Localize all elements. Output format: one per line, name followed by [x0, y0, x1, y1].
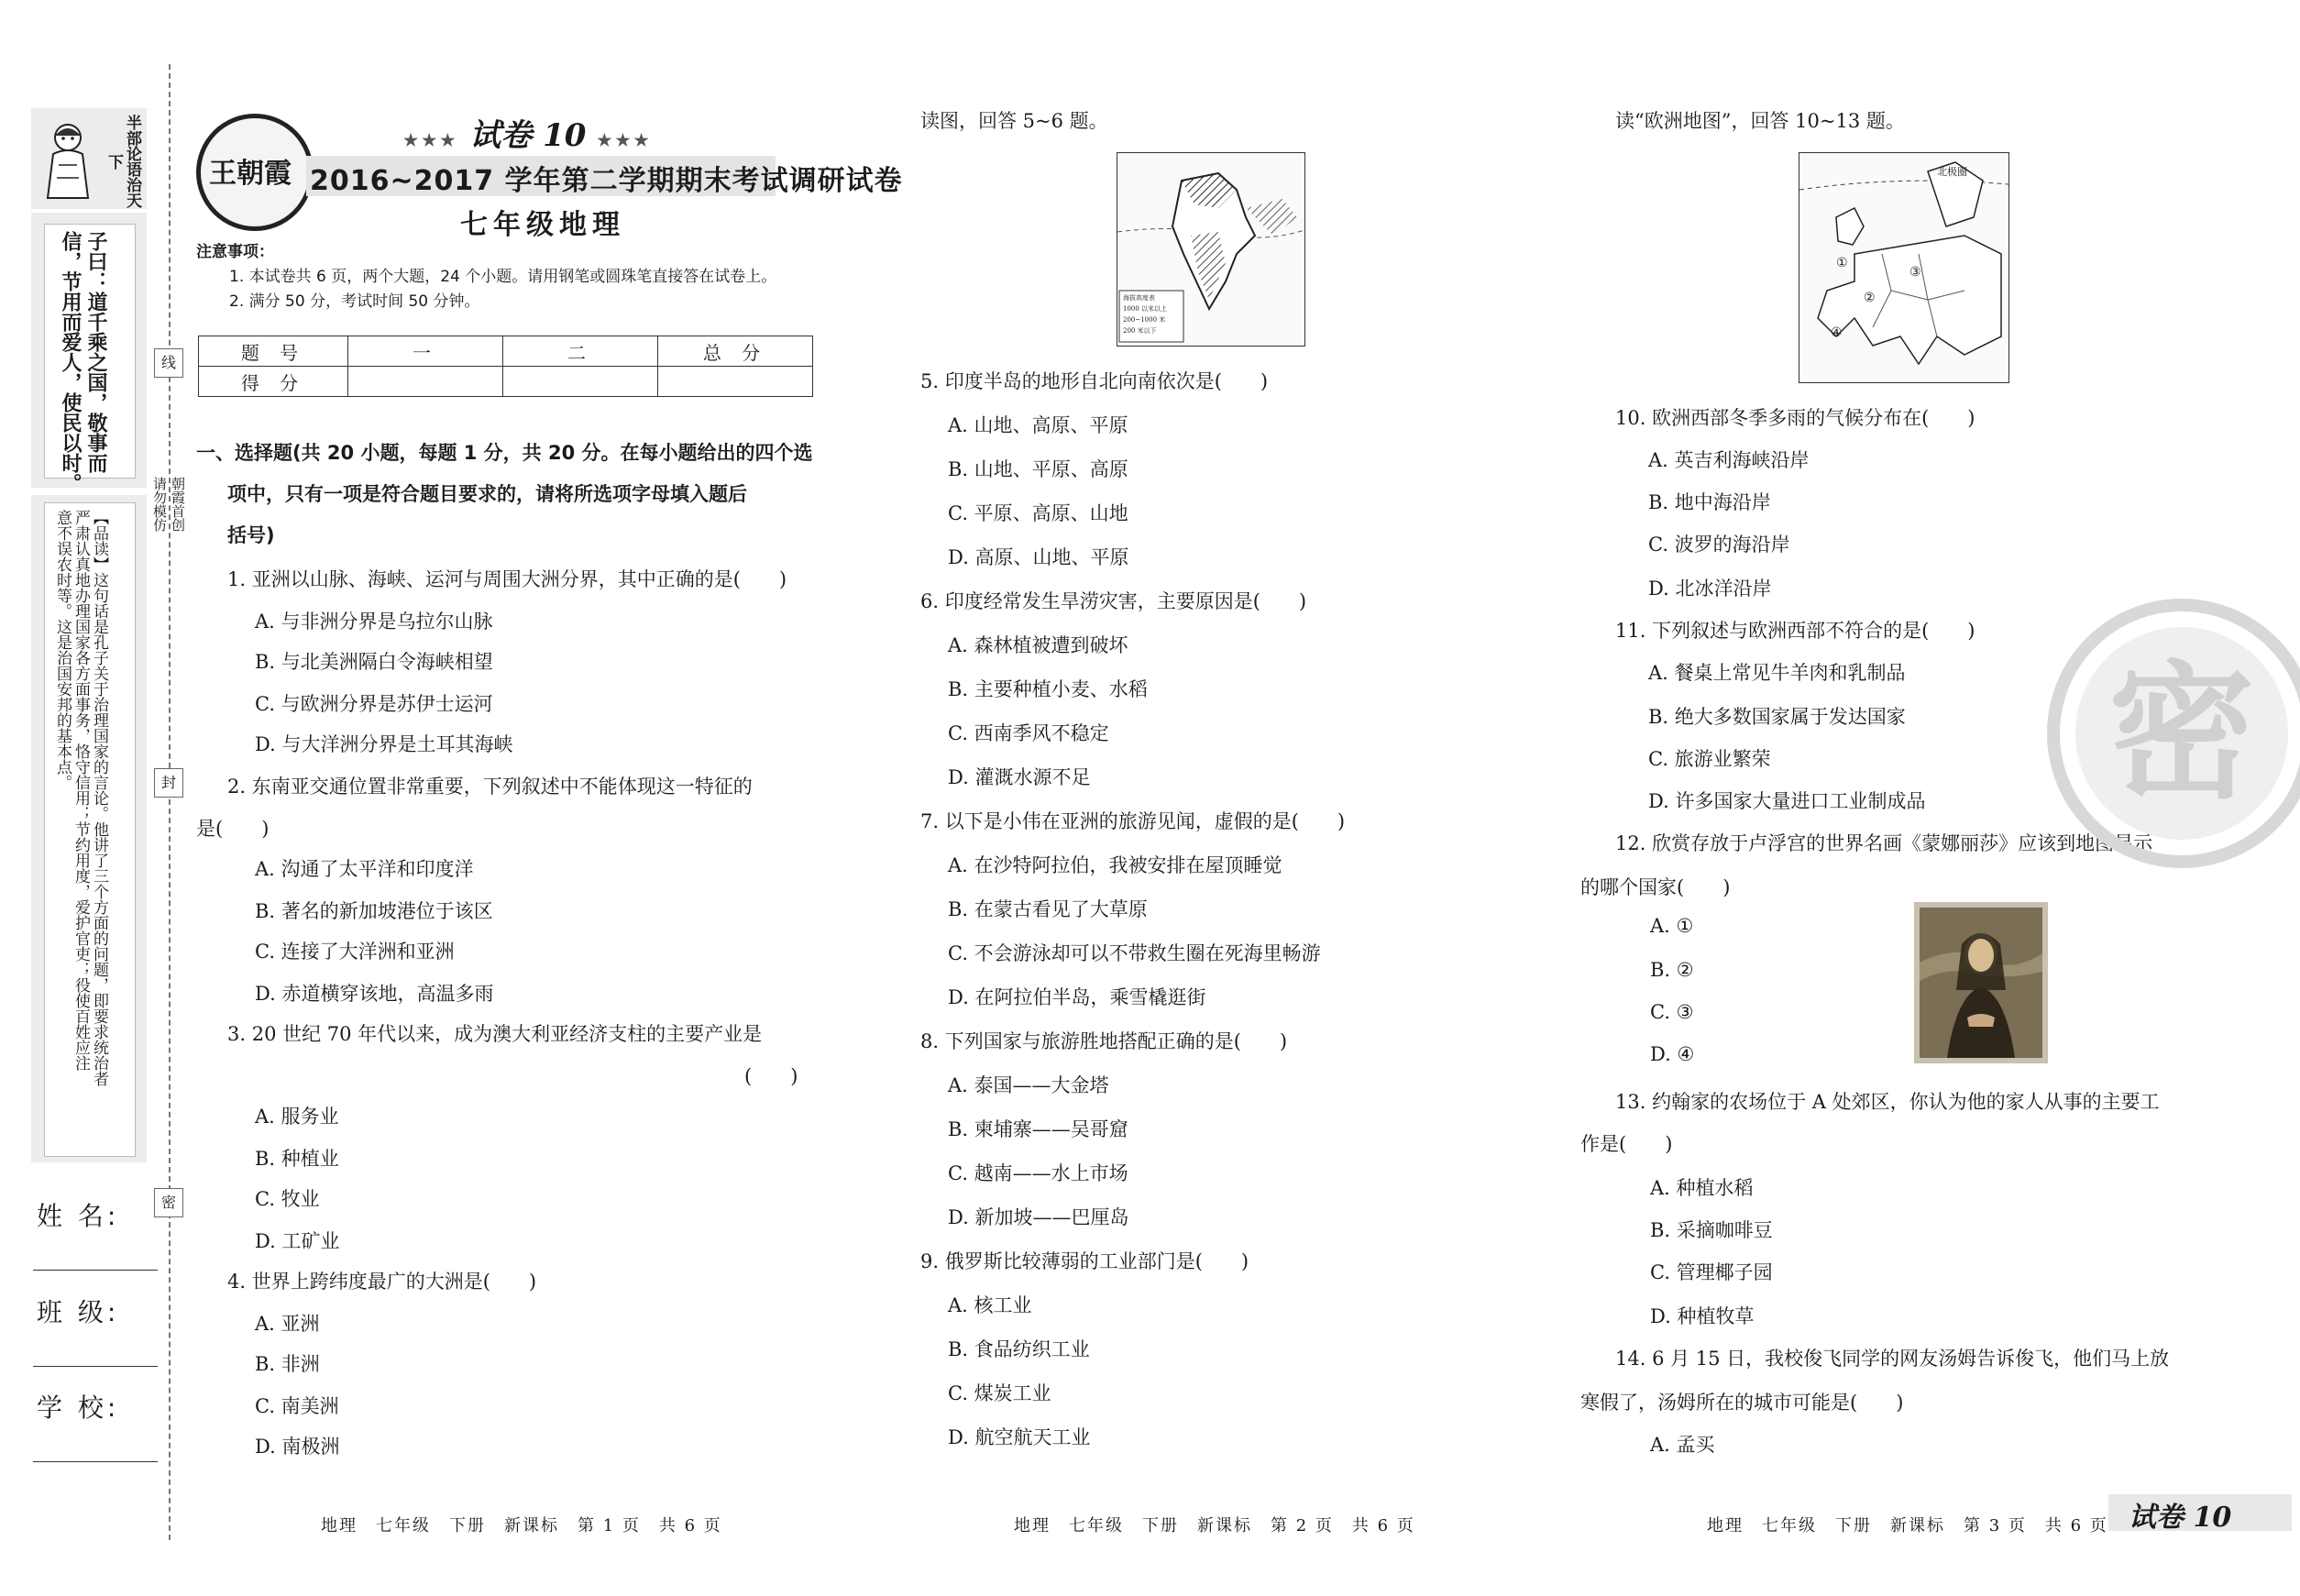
- question-12: 12. 欣赏存放于卢浮宫的世界名画《蒙娜丽莎》应该到地图显示: [1615, 832, 2153, 854]
- map-marker-4: ④: [1831, 325, 1843, 340]
- binding-note-line: 请勿模仿: [151, 477, 168, 532]
- question-14: 14. 6 月 15 日，我校俊飞同学的网友汤姆告诉俊飞，他们马上放: [1615, 1348, 2170, 1370]
- exam-subject: 七年级地理: [460, 209, 625, 241]
- question-1: 1. 亚洲以山脉、海峡、运河与周围大洲分界，其中正确的是( ): [227, 568, 787, 590]
- question-6: 6. 印度经常发生旱涝灾害，主要原因是( ): [920, 590, 1307, 612]
- legend-item: 200~1000 米: [1123, 316, 1166, 324]
- notes-item: 1. 本试卷共 6 页，两个大题，24 个小题。请用钢笔或圆珠笔直接答在试卷上。: [229, 268, 777, 286]
- option[interactable]: D. 种植牧草: [1650, 1305, 1755, 1327]
- option[interactable]: B. 地中海沿岸: [1648, 491, 1771, 513]
- option[interactable]: D. 赤道横穿该地，高温多雨: [255, 983, 494, 1005]
- arctic-circle-label: 北极圈: [1937, 166, 1967, 178]
- score-header: 一: [348, 336, 503, 367]
- school-field[interactable]: [33, 1461, 158, 1462]
- option[interactable]: B. 采摘咖啡豆: [1650, 1219, 1773, 1241]
- section-line: 项中，只有一项是符合题目要求的，请将所选项字母填入题后: [227, 483, 747, 505]
- option[interactable]: D. 新加坡——巴厘岛: [948, 1206, 1129, 1228]
- notes-heading: 注意事项：: [196, 243, 274, 261]
- seal-mark-feng: 封: [154, 768, 183, 798]
- series-label: 试卷 10: [469, 117, 587, 154]
- reading-intro: 读“欧洲地图”，回答 10~13 题。: [1615, 110, 1905, 132]
- question-13: 13. 约翰家的农场位于 A 处郊区，你认为他的家人从事的主要工: [1615, 1091, 2160, 1113]
- stamp-char: 密: [2107, 647, 2255, 819]
- option[interactable]: C. 越南——水上市场: [948, 1162, 1128, 1184]
- question-3-cont: ( ): [744, 1065, 798, 1087]
- question-9: 9. 俄罗斯比较薄弱的工业部门是( ): [920, 1250, 1249, 1272]
- option[interactable]: C. 西南季风不稳定: [948, 722, 1109, 744]
- option[interactable]: C. 与欧洲分界是苏伊士运河: [255, 693, 493, 715]
- option[interactable]: B. 种植业: [255, 1148, 339, 1170]
- option[interactable]: D. 北冰洋沿岸: [1648, 578, 1772, 600]
- option[interactable]: B. 著名的新加坡港位于该区: [255, 900, 493, 922]
- option[interactable]: C. 平原、高原、山地: [948, 502, 1128, 524]
- score-header: 总 分: [658, 336, 813, 367]
- question-10: 10. 欧洲西部冬季多雨的气候分布在( ): [1615, 407, 1975, 429]
- option[interactable]: A. 服务业: [255, 1106, 339, 1128]
- option[interactable]: D. 在阿拉伯半岛，乘雪橇逛街: [948, 986, 1206, 1008]
- india-map: [1117, 152, 1305, 347]
- class-field[interactable]: [33, 1366, 158, 1367]
- question-13-cont: 作是( ): [1580, 1133, 1673, 1155]
- class-label: 班 级:: [37, 1297, 120, 1327]
- option[interactable]: D. 工矿业: [255, 1230, 340, 1252]
- commentary-line: 严肃认真地办理国家各方面事务，恪守信用；节约用度，爱护官吏；役使百姓应注: [72, 510, 90, 1071]
- school-label: 学 校:: [37, 1392, 120, 1423]
- paper-series: [403, 110, 653, 155]
- europe-map-icon: [1799, 153, 2008, 382]
- option[interactable]: C. 管理椰子园: [1650, 1261, 1773, 1283]
- brand-logo-text: 王朝霞: [209, 158, 292, 190]
- corner-label: 试卷 10: [2129, 1502, 2232, 1534]
- score-cell[interactable]: [658, 367, 813, 397]
- exam-notes: [196, 240, 776, 314]
- section-line: 一、选择题(共 20 小题，每题 1 分，共 20 分。在每小题给出的四个选: [196, 442, 813, 464]
- legend-item: 1000 以米以上: [1123, 305, 1168, 313]
- option[interactable]: B. 绝大多数国家属于发达国家: [1648, 706, 1906, 728]
- score-header: 题 号: [199, 336, 348, 367]
- option[interactable]: B. 食品纺织工业: [948, 1338, 1090, 1360]
- score-table: [198, 336, 813, 397]
- option[interactable]: D. 与大洋洲分界是土耳其海峡: [255, 733, 513, 755]
- europe-map: [1799, 152, 2009, 383]
- question-7: 7. 以下是小伟在亚洲的旅游见闻，虚假的是( ): [920, 810, 1346, 832]
- option[interactable]: C. 连接了大洋洲和亚洲: [255, 941, 455, 963]
- binding-note: [150, 477, 187, 532]
- option[interactable]: A. 与非洲分界是乌拉尔山脉: [255, 611, 493, 633]
- binding-line: [169, 64, 171, 1540]
- question-2-cont: 是( ): [196, 818, 270, 840]
- question-4: 4. 世界上跨纬度最广的大洲是( ): [227, 1271, 537, 1293]
- option[interactable]: D. 航空航天工业: [948, 1426, 1091, 1448]
- name-label: 姓 名:: [37, 1201, 120, 1231]
- series-stars: ★★★: [597, 131, 653, 150]
- option[interactable]: C. 南美洲: [255, 1395, 339, 1417]
- notes-item: 2. 满分 50 分，考试时间 50 分钟。: [229, 292, 480, 311]
- commentary-line: 意不误农时等。这是治国安邦的基本点。: [53, 510, 72, 790]
- secret-stamp: [2044, 596, 2300, 871]
- option[interactable]: C. 波罗的海沿岸: [1648, 534, 1790, 556]
- option[interactable]: A. 山地、高原、平原: [948, 414, 1128, 436]
- seal-mark-xian: 线: [154, 348, 183, 378]
- option[interactable]: B. 主要种植小麦、水稻: [948, 678, 1148, 700]
- map-marker-2: ②: [1864, 291, 1876, 305]
- option[interactable]: B. 柬埔寨——吴哥窟: [948, 1118, 1128, 1140]
- option[interactable]: A. 核工业: [948, 1294, 1032, 1316]
- map-marker-1: ①: [1836, 256, 1848, 270]
- option[interactable]: D. ④: [1650, 1043, 1695, 1065]
- option[interactable]: C. 不会游泳却可以不带救生圈在死海里畅游: [948, 942, 1321, 964]
- question-12-cont: 的哪个国家( ): [1580, 876, 1731, 898]
- option[interactable]: A. 餐桌上常见牛羊肉和乳制品: [1648, 662, 1906, 684]
- option[interactable]: B. ②: [1650, 959, 1694, 981]
- option[interactable]: D. 灌溉水源不足: [948, 766, 1091, 788]
- option[interactable]: C. 煤炭工业: [948, 1382, 1051, 1404]
- question-3: 3. 20 世纪 70 年代以来，成为澳大利亚经济支柱的主要产业是: [227, 1023, 763, 1045]
- mona-lisa-painting: [1914, 902, 2048, 1063]
- reading-intro: 读图，回答 5~6 题。: [920, 110, 1108, 132]
- quote-line: 子曰：道千乘之国，敬事而: [84, 231, 107, 473]
- quote-commentary: [53, 510, 108, 1151]
- motto-title: 半部论语治天下: [105, 115, 141, 208]
- question-11: 11. 下列叙述与欧洲西部不符合的是( ): [1615, 620, 1975, 642]
- question-8: 8. 下列国家与旅游胜地搭配正确的是( ): [920, 1030, 1288, 1052]
- question-2: 2. 东南亚交通位置非常重要，下列叙述中不能体现这一特征的: [227, 776, 753, 798]
- option[interactable]: B. 非洲: [255, 1353, 320, 1375]
- legend-title: 海拔高度表: [1123, 294, 1155, 302]
- option[interactable]: A. 森林植被遭到破坏: [948, 634, 1128, 656]
- option[interactable]: A. 亚洲: [255, 1313, 320, 1335]
- option[interactable]: A. ①: [1650, 915, 1694, 937]
- option[interactable]: C. 牧业: [255, 1188, 320, 1210]
- option[interactable]: A. 沟通了太平洋和印度洋: [255, 858, 474, 880]
- option[interactable]: D. 许多国家大量进口工业制成品: [1648, 790, 1926, 812]
- option[interactable]: A. 泰国——大金塔: [948, 1074, 1109, 1096]
- question-5: 5. 印度半岛的地形自北向南依次是( ): [920, 370, 1269, 392]
- option[interactable]: D. 高原、山地、平原: [948, 546, 1129, 568]
- section-heading: [196, 433, 813, 556]
- score-cell[interactable]: [503, 367, 658, 397]
- option[interactable]: C. 旅游业繁荣: [1648, 748, 1771, 770]
- map-marker-3: ③: [1909, 265, 1921, 280]
- commentary-line: 【品读】这句话是孔子关于治理国家的言论。他讲了三个方面的问题，即要求统治者: [90, 510, 108, 1086]
- confucius-quote: [57, 231, 108, 493]
- option[interactable]: A. 孟买: [1650, 1434, 1715, 1456]
- option[interactable]: D. 南极洲: [255, 1436, 340, 1458]
- score-row-label: 得 分: [199, 367, 348, 397]
- page-footer: 地理 七年级 下册 新课标 第 2 页 共 6 页: [1014, 1516, 1415, 1535]
- score-header: 二: [503, 336, 658, 367]
- series-stars: ★★★: [403, 131, 459, 150]
- seal-mark-mi: 密: [154, 1188, 183, 1217]
- quote-line: 信，节用而爱人，使民以时。: [59, 231, 82, 493]
- name-field[interactable]: [33, 1270, 158, 1271]
- binding-note-line: 朝霞首创: [170, 477, 186, 532]
- page-footer: 地理 七年级 下册 新课标 第 1 页 共 6 页: [321, 1516, 722, 1535]
- option[interactable]: B. 山地、平原、高原: [948, 458, 1128, 480]
- option[interactable]: A. 英吉利海峡沿岸: [1648, 449, 1810, 471]
- confucius-figure-icon: [40, 119, 95, 200]
- option[interactable]: B. 在蒙古看见了大草原: [948, 898, 1148, 920]
- legend-item: 200 米以下: [1123, 327, 1157, 335]
- india-map-legend: [1123, 292, 1167, 336]
- section-line: 括号): [227, 524, 275, 546]
- score-cell[interactable]: [348, 367, 503, 397]
- exam-title: 2016~2017 学年第二学期期末考试调研试卷: [310, 165, 903, 197]
- option[interactable]: A. 在沙特阿拉伯，我被安排在屋顶睡觉: [948, 854, 1282, 876]
- question-14-cont: 寒假了，汤姆所在的城市可能是( ): [1580, 1392, 1904, 1414]
- option[interactable]: A. 种植水稻: [1650, 1177, 1754, 1199]
- page-footer: 地理 七年级 下册 新课标 第 3 页 共 6 页: [1707, 1516, 2108, 1535]
- option[interactable]: B. 与北美洲隔白令海峡相望: [255, 651, 493, 673]
- mona-lisa-icon: [1920, 908, 2042, 1058]
- option[interactable]: C. ③: [1650, 1001, 1694, 1023]
